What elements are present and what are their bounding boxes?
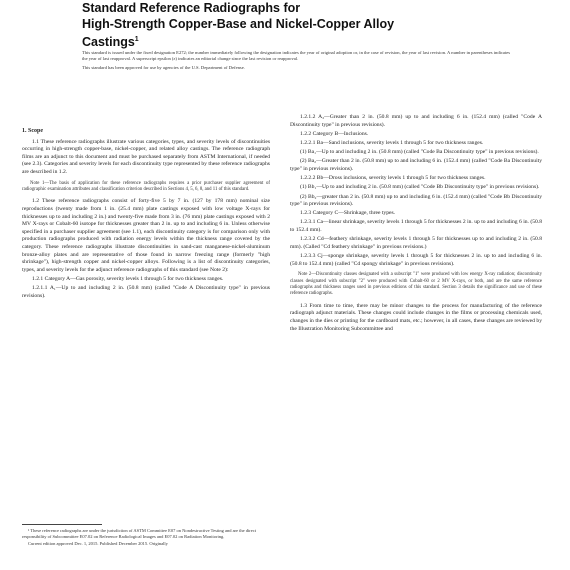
section-heading: 1. Scope: [22, 128, 43, 134]
note-paragraph: Note 1—The basis of application for these reference radiographs requires a prior purchaser supplier agreement of radiographic examination attributes and classification criterion described in Sections 4, 5, 6, 8, and 11 of this standard.: [22, 180, 270, 192]
body-paragraph: 1.2.1 Category A—Gas porosity, severity levels 1 through 5 for two thickness ranges.: [32, 275, 224, 282]
body-paragraph: 1.2 These reference radiographs consist of forty-five 5 by 7 in. (127 by 178 mm) nominal size reproductions (twenty made from 1 in. (25.4 mm) plate castings exposed with low voltage X-rays for thicknesses up to and including 2 in.) and twenty-five made from 3 in. (76 mm) plate castings exposed with 2 MV X-rays or Cobalt-60 isotope for thicknesses greater than 2 in. up to and including 6 in. Unless otherwise specified in a purchaser supplier agreement (see 1.1), each discontinuity category is for comparison only with production radiographs produced with radiation energy levels within the thickness range covered by the category. These reference radiographs illustrate discontinuities in sand-cast manganese-nickel-aluminum bronze-alloy plates and are representative of those found in narrow freezing range (formerly "high shrinkage"), high-strength copper and nickel-copper alloys. Following is a list of discontinuity categories, types, and severity levels for the adjunct reference radiographs of this standard (see Note 2):: [22, 198, 270, 273]
document-title: [82, 0, 502, 50]
body-paragraph: (2) Bb₂—greater than 2 in. (50.8 mm) up to and including 6 in. (152.4 mm) (called "Code Bb Discontinuity type" in previous revisions).: [290, 193, 542, 208]
body-paragraph: 1.2.3 Category C—Shrinkage, three types.: [300, 210, 396, 217]
body-paragraph: 1.2.2.1 Ba—Sand inclusions, severity levels 1 through 5 for two thickness ranges.: [300, 139, 484, 146]
dod-approval-note: This standard has been approved for use by agencies of the U.S. Department of Defense.: [82, 65, 245, 70]
body-paragraph: 1.2.3.1 Ca—linear shrinkage, severity levels 1 through 5 for thicknesses 2 in. up to and including 6 in. (50.8 to 152.4 mm).: [290, 219, 542, 234]
body-paragraph: (1) Ba₁—Up to and including 2 in. (50.8 mm) (called "Code Ba Discontinuity type" in previous revisions).: [300, 149, 539, 156]
body-paragraph: 1.3 From time to time, there may be minor changes to the process for manufacturing of the reference radiograph adjunct materials. These changes could include changes in the films or processing chemicals used, changes in the dies or printing for the cardboard mats, etc.; however, in all cases, these changes are reviewed by the Illustration Monitoring Subcommittee and: [290, 302, 542, 332]
body-paragraph: 1.2.1.1 A₁—Up to and including 2 in. (50.8 mm) (called "Code A Discontinuity type" in previous revisions).: [22, 285, 270, 299]
body-paragraph: 1.2.2 Category B—Inclusions.: [300, 130, 369, 137]
footnotes: [22, 524, 270, 548]
body-paragraph: (1) Bb₁—Up to and including 2 in. (50.8 mm) (called "Code Bb Discontinuity type" in previous revisions).: [300, 184, 540, 191]
body-paragraph: 1.2.3.2 Cd—feathery shrinkage, severity levels 1 through 5 for thicknesses up to and including 2 in. (50.8 mm). (Called "Cd feathery shrinkage" in previous revisions.): [290, 236, 542, 250]
body-paragraph: 1.1 These reference radiographs illustrate various categories, types, and severity levels of discontinuities occurring in high-strength copper-base, nickel-copper, and related alloy castings. The reference radiograph films are an adjunct to this document and must be purchased separately from ASTM International, if needed (see 2.3). Categories and severity levels for each discontinuity type represented by these reference radiographs are described in 1.2.: [22, 138, 270, 175]
designation-note: This standard is issued under the fixed designation E272; the number immediately following the designation indicates the year of original adoption or, in the case of revision, the year of last revision. A number in parentheses indicates the year of last reapproval. A superscript epsilon (ε) indicates an editorial change since the last revision or reapproval.: [82, 50, 511, 61]
body-paragraph: 1.2.1.2 A₂—Greater than 2 in. (50.8 mm) up to and including 6 in. (152.4 mm) (called "Code A Discontinuity type" in previous revisions).: [290, 114, 542, 128]
standard-notes: [82, 50, 512, 74]
body-paragraph: 1.2.3.3 Cj—sponge shrinkage, severity levels 1 through 5 for thicknesses 2 in. up to and including 6 in. (50.8 to 152.4 mm) (called "Cd spongy shrinkage" in previous revisions).: [290, 253, 542, 267]
footnote: ¹ These reference radiographs are under the jurisdiction of ASTM Committee E07 on Nondestructive Testing and are the direct responsibility of Subcommittee E07.02 on Reference Radiological Images and E07.02 on Radiation Monitoring.: [22, 528, 257, 539]
right-column: [290, 114, 542, 335]
title-line: Castings$^1$: [82, 35, 139, 50]
footnote: Current edition approved Dec. 1, 2015. Published December 2015. Originally: [28, 541, 168, 546]
title-line: High-Strength Copper-Base and Nickel-Copper Alloy: [82, 17, 395, 31]
footnote-rule: [22, 524, 102, 525]
title-line: Standard Reference Radiographs for: [82, 1, 301, 15]
footnote-mark: 1: [134, 36, 139, 43]
body-paragraph: 1.2.2.2 Bb—Dross inclusions, severity levels 1 through 5 for two thickness ranges.: [300, 175, 486, 182]
body-paragraph: (2) Ba₂—Greater than 2 in. (50.8 mm) up to and including 6 in. (152.4 mm) (called "Code Ba Discontinuity type" in previous revisions).: [290, 158, 542, 172]
note-paragraph: Note 2—Discontinuity classes designated with a subscript "1" were produced with low energy X-ray radiation; discontinuity classes designated with subscript "2" were produced with Cobalt-60 or 2 MV X-rays, or both, and are the same reference radiographs and thickness ranges used in previous editions of this standard. Section 3 details the significance and use of these reference radiographs.: [290, 272, 542, 297]
left-column: [22, 124, 270, 302]
